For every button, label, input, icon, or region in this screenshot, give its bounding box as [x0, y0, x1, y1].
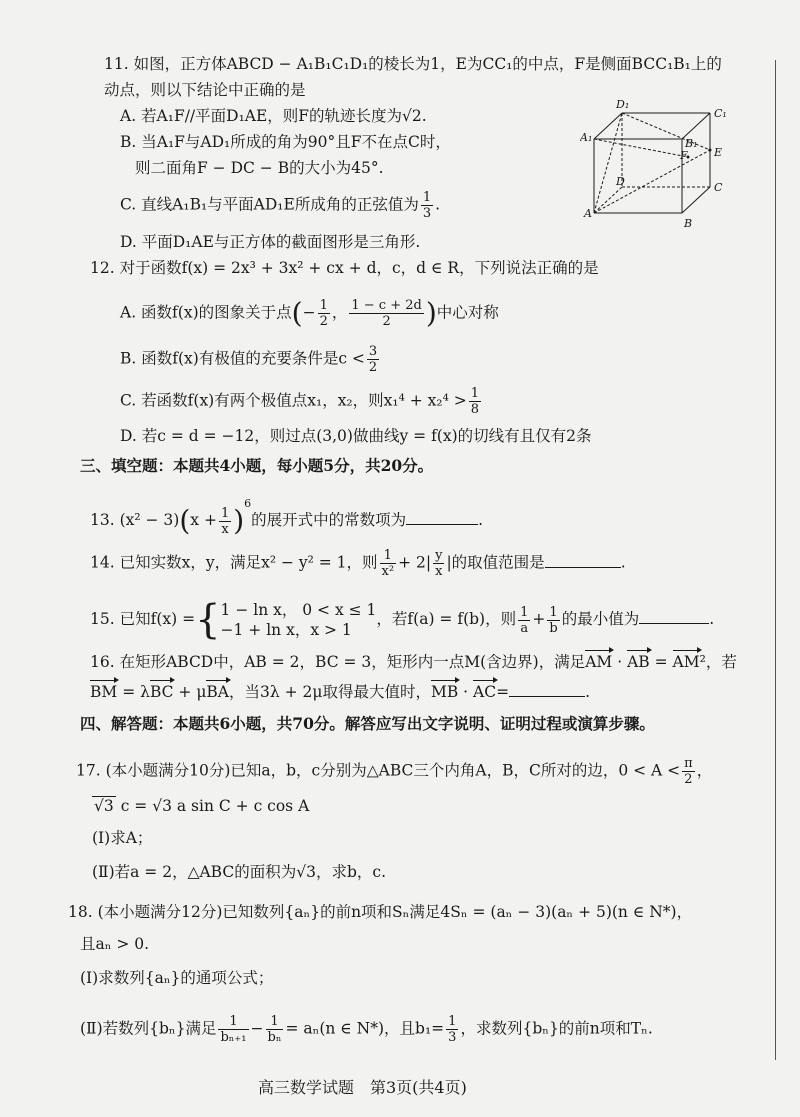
- q15: 15. 已知f(x) ={ 1 − ln x， 0 < x ≤ 1 −1 + ln x，x > 1 ，若f(a) = f(b)，则 $\frac{1}{a}$ + $\frac{1}{b}$ 的最小值为 .: [90, 597, 715, 643]
- q16-line2: BM = λBC + μBA，当3λ + 2μ取得最大值时，MB · AC= .: [90, 683, 591, 701]
- q11-stem: 11. 如图，正方体ABCD − A₁B₁C₁D₁的棱长为1，E为CC₁的中点，F是侧面BCC₁B₁上的: [104, 55, 722, 73]
- q12-option-b: B. 函数f(x)有极值的充要条件是c < $\frac{3}{2}$: [120, 344, 378, 375]
- margin-rule: [775, 60, 776, 1060]
- q12-option-a: A. 函数f(x)的图象关于点(− $\frac{1}{2}$ ， $\frac{1 - c + 2d}{2}$ )中心对称: [120, 296, 499, 330]
- edge-bc: [682, 187, 710, 213]
- label-a1: A₁: [580, 131, 593, 144]
- label-d: D: [616, 175, 625, 188]
- point-e: [709, 149, 712, 152]
- q18-line1: 18. (本小题满分12分)已知数列{aₙ}的前n项和Sₙ满足4Sₙ = (aₙ − 3)(aₙ + 5)(n ∈ N*)，: [68, 903, 693, 921]
- q13: 13. (x² − 3)(x + $\frac{1}{x}$ )$^6$的展开式中的常数项为 .: [90, 497, 484, 537]
- label-d1: D₁: [616, 98, 630, 111]
- label-b1: B₁: [685, 137, 698, 150]
- q12-option-c: C. 若函数f(x)有两个极值点x₁，x₂，则x₁⁴ + x₂⁴ > $\frac{1}{8}$: [120, 386, 480, 417]
- q18-part1: (Ⅰ)求数列{aₙ}的通项公式；: [80, 969, 274, 987]
- q16-line1: 16. 在矩形ABCD中，AB = 2，BC = 3，矩形内一点M(含边界)，满足AM · AB = AM²，若: [90, 653, 737, 671]
- q17-line2: √3 c = √3 a sin C + c cos A: [94, 797, 310, 815]
- label-e: E: [714, 146, 723, 159]
- label-c1: C₁: [714, 107, 727, 120]
- edge-ad1: [594, 113, 622, 213]
- q11-stem-cont: 动点，则以下结论中正确的是: [104, 81, 306, 99]
- q11-option-d: D. 平面D₁AE与正方体的截面图形是三角形.: [120, 233, 421, 251]
- q17-part1: (Ⅰ)求A；: [92, 829, 153, 847]
- label-c: C: [714, 181, 723, 194]
- q17-part2: (Ⅱ)若a = 2，△ABC的面积为√3，求b，c.: [92, 863, 386, 881]
- q18-part2: (Ⅱ)若数列{bₙ}满足 $\frac{1}{\text{bₙ₊₁}}$ − $\frac{1}{\text{bₙ}}$ = aₙ(n ∈ N*)，且b₁= $\frac{1}{3}$ ，求数列{bₙ}的前n项和Tₙ.: [80, 1014, 653, 1045]
- q14: 14. 已知实数x，y，满足x² − y² = 1，则 $\frac{1}{\text{x²}}$ + 2| $\frac{y}{x}$ |的取值范围是 .: [90, 548, 626, 579]
- label-b: B: [684, 217, 693, 230]
- cube-figure: [580, 95, 730, 235]
- edge-a1d1: [594, 113, 622, 139]
- q18-line2: 且aₙ > 0.: [80, 935, 150, 953]
- label-a: A: [584, 207, 592, 220]
- q12-stem: 12. 对于函数f(x) = 2x³ + 3x² + cx + d，c，d ∈ R，下列说法正确的是: [90, 259, 599, 277]
- page-footer: 高三数学试题 第3页(共4页): [258, 1078, 467, 1097]
- edge-a1f: [594, 139, 688, 157]
- section-4-heading: 四、解答题：本题共6小题，共70分。解答应写出文字说明、证明过程或演算步骤。: [80, 714, 655, 733]
- edge-b1c1: [682, 113, 710, 139]
- q11-option-b: B. 当A₁F与AD₁所成的角为90°且F不在点C时，: [120, 133, 451, 151]
- label-f: F: [680, 149, 688, 162]
- q12-option-d: D. 若c = d = −12，则过点(3,0)做曲线y = f(x)的切线有且仅有2条: [120, 427, 592, 445]
- q17-line1: 17. (本小题满分10分)已知a，b，c分别为△ABC三个内角A，B，C所对的边，0 < A < $\frac{\pi}{2}$ ，: [76, 756, 713, 787]
- q11-option-b-cont: 则二面角F − DC − B的大小为45°.: [135, 159, 384, 177]
- q11-option-a: A. 若A₁F//平面D₁AE，则F的轨迹长度为√2.: [120, 107, 427, 125]
- section-3-heading: 三、填空题：本题共4小题，每小题5分，共20分。: [80, 456, 434, 475]
- q11-option-c: C. 直线A₁B₁与平面AD₁E所成角的正弦值为 $\frac{1}{3}$ .: [120, 190, 441, 221]
